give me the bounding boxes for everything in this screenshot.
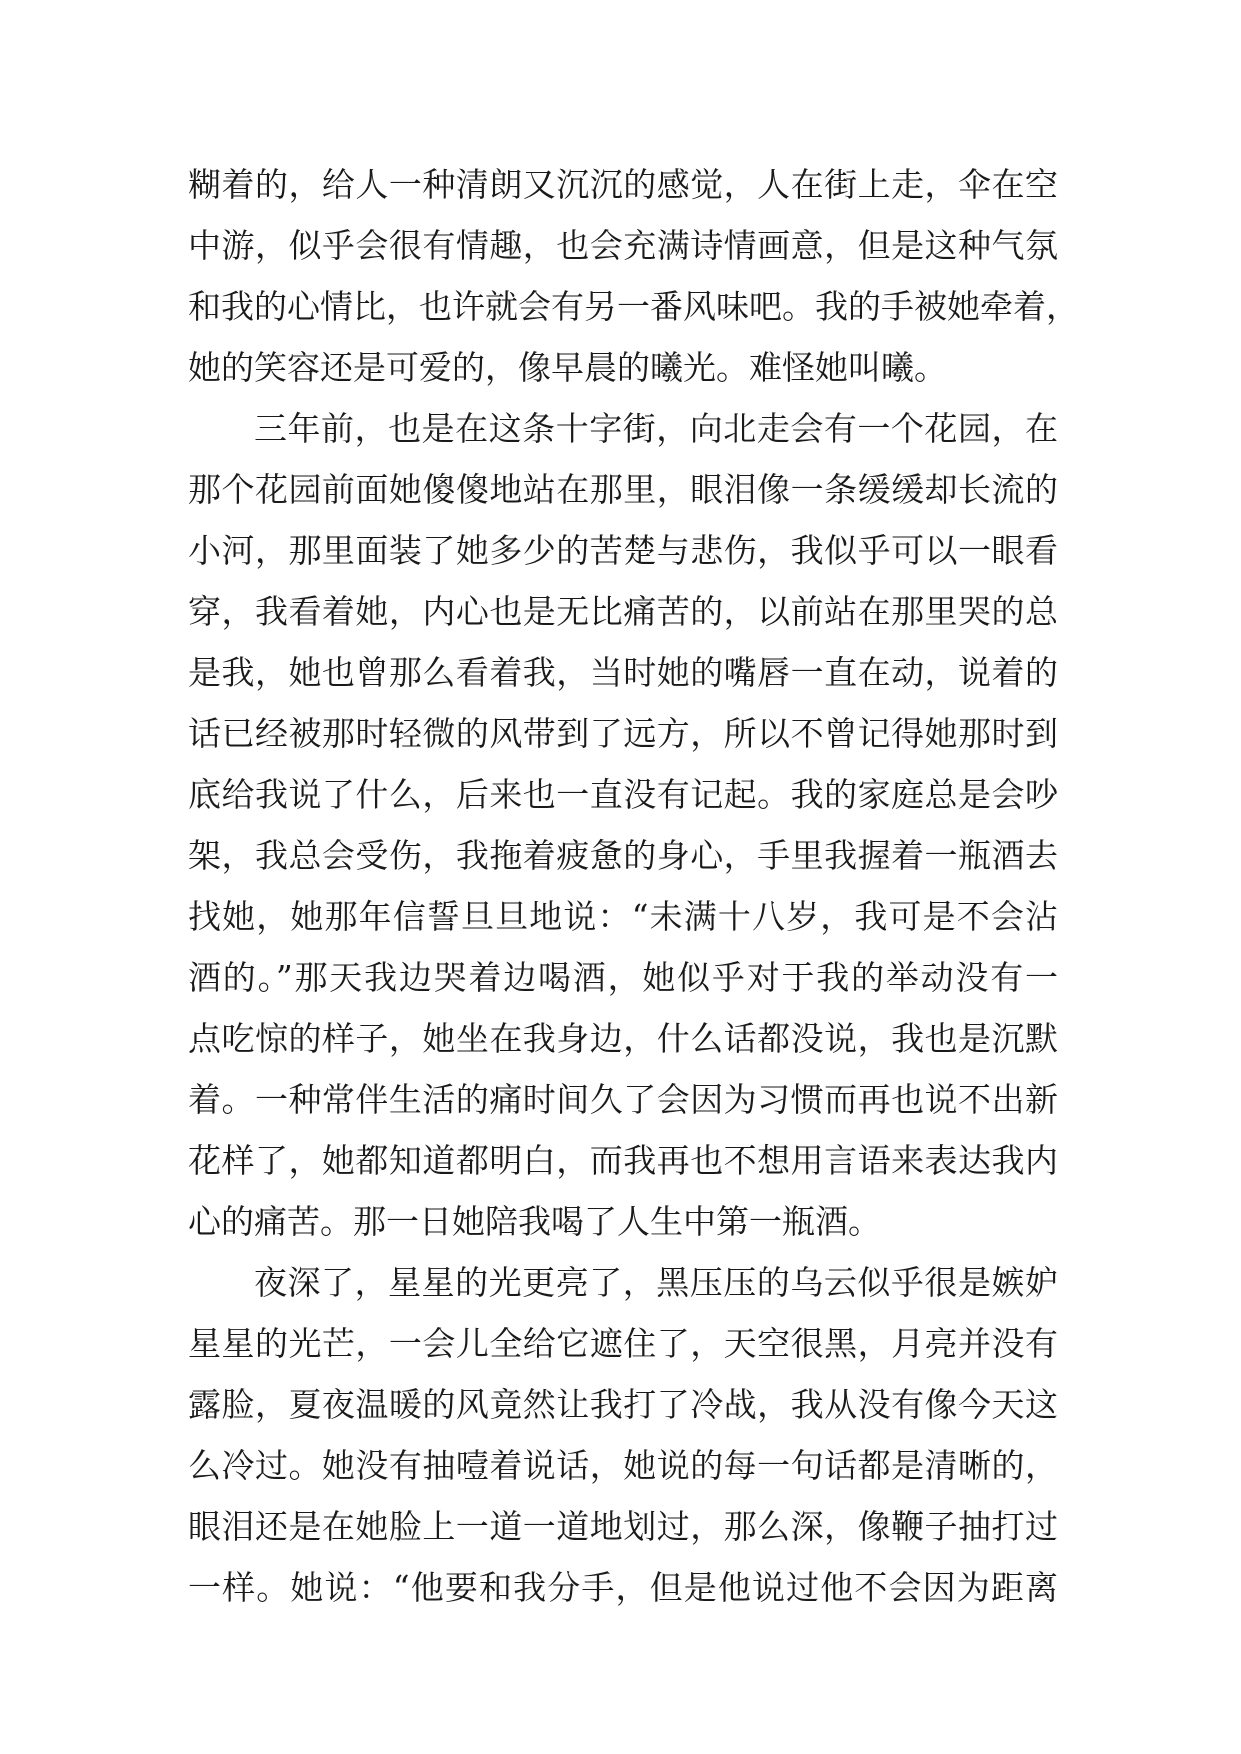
text-line: 三年前，也是在这条十字街，向北走会有一个花园，在 bbox=[254, 409, 1058, 448]
text-line: 着。一种常伴生活的痛时间久了会因为习惯而再也说不出新 bbox=[188, 1080, 1058, 1119]
text-line: 花样了，她都知道都明白，而我再也不想用言语来表达我内 bbox=[188, 1141, 1058, 1180]
document-body bbox=[188, 154, 1079, 1618]
text-line: 找她，她那年信誓旦旦地说：“未满十八岁，我可是不会沾 bbox=[188, 897, 1058, 936]
text-line: 中游，似乎会很有情趣，也会充满诗情画意，但是这种气氛 bbox=[188, 226, 1058, 265]
paragraph-3 bbox=[188, 1252, 1058, 1618]
text-line: 点吃惊的样子，她坐在我身边，什么话都没说，我也是沉默 bbox=[188, 1019, 1058, 1058]
text-line: 酒的。”那天我边哭着边喝酒，她似乎对于我的举动没有一 bbox=[188, 958, 1058, 997]
text-line: 那个花园前面她傻傻地站在那里，眼泪像一条缓缓却长流的 bbox=[188, 470, 1058, 509]
text-line: 小河，那里面装了她多少的苦楚与悲伤，我似乎可以一眼看 bbox=[188, 531, 1058, 570]
text-line: 一样。她说：“他要和我分手，但是他说过他不会因为距离 bbox=[188, 1568, 1058, 1607]
text-line: 话已经被那时轻微的风带到了远方，所以不曾记得她那时到 bbox=[188, 714, 1058, 753]
text-line: 她的笑容还是可爱的，像早晨的曦光。难怪她叫曦。 bbox=[188, 348, 947, 387]
text-line: 露脸，夏夜温暖的风竟然让我打了冷战，我从没有像今天这 bbox=[188, 1385, 1058, 1424]
text-line: 么冷过。她没有抽噎着说话，她说的每一句话都是清晰的， bbox=[188, 1446, 1058, 1485]
text-line: 架，我总会受伤，我拖着疲惫的身心，手里我握着一瓶酒去 bbox=[188, 836, 1058, 875]
text-line: 底给我说了什么，后来也一直没有记起。我的家庭总是会吵 bbox=[188, 775, 1058, 814]
text-line: 和我的心情比，也许就会有另一番风味吧。我的手被她牵着， bbox=[188, 287, 1079, 326]
text-line: 穿，我看着她，内心也是无比痛苦的，以前站在那里哭的总 bbox=[188, 592, 1058, 631]
paragraph-1 bbox=[188, 154, 1079, 398]
text-line: 糊着的，给人一种清朗又沉沉的感觉，人在街上走，伞在空 bbox=[188, 165, 1058, 204]
text-line: 夜深了，星星的光更亮了，黑压压的乌云似乎很是嫉妒 bbox=[254, 1263, 1058, 1302]
text-line: 星星的光芒，一会儿全给它遮住了，天空很黑，月亮并没有 bbox=[188, 1324, 1058, 1363]
paragraph-2 bbox=[188, 398, 1058, 1252]
text-line: 心的痛苦。那一日她陪我喝了人生中第一瓶酒。 bbox=[188, 1202, 881, 1241]
text-line: 眼泪还是在她脸上一道一道地划过，那么深，像鞭子抽打过 bbox=[188, 1507, 1058, 1546]
text-line: 是我，她也曾那么看着我，当时她的嘴唇一直在动，说着的 bbox=[188, 653, 1058, 692]
